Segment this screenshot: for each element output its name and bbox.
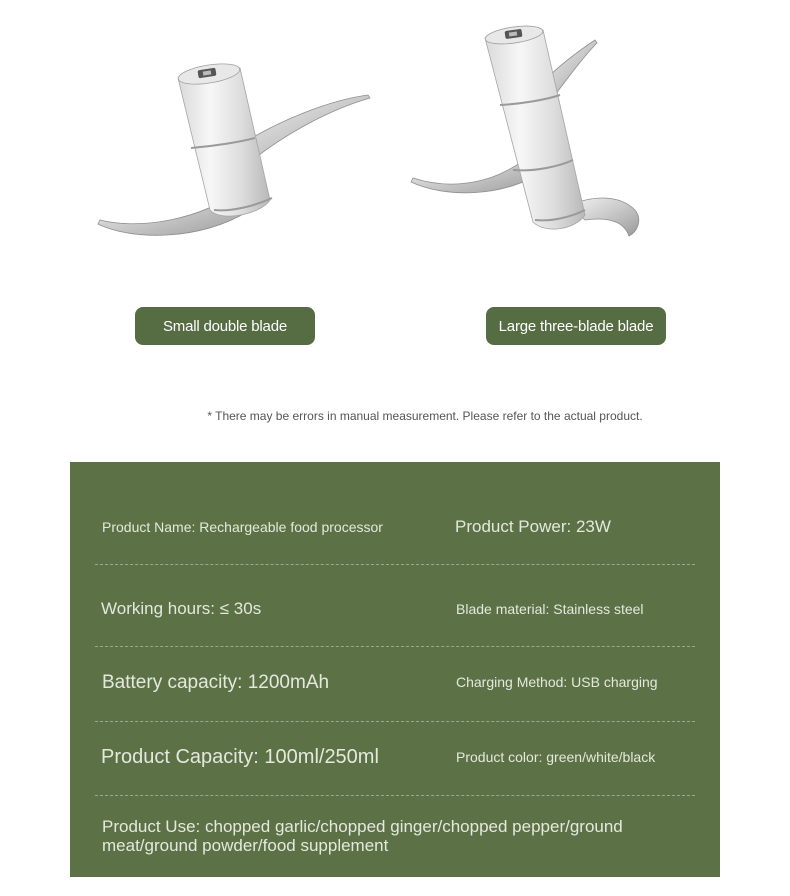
large-three-blade-image <box>405 20 655 245</box>
spec-charging-method: Charging Method: USB charging <box>456 674 658 690</box>
spec-panel <box>70 462 720 877</box>
small-double-blade-image <box>90 50 380 250</box>
spec-divider <box>95 646 695 647</box>
spec-blade-material: Blade material: Stainless steel <box>456 601 644 617</box>
spec-product-name: Product Name: Rechargeable food processor <box>102 519 383 535</box>
spec-battery-capacity: Battery capacity: 1200mAh <box>102 672 330 693</box>
spec-product-capacity: Product Capacity: 100ml/250ml <box>101 746 379 768</box>
spec-product-use: Product Use: chopped garlic/chopped ginger/chopped pepper/ground meat/ground powder/food supplement <box>102 817 623 855</box>
measurement-note: * There may be errors in manual measurement. Please refer to the actual product. <box>207 409 643 423</box>
small-double-blade-label: Small double blade <box>135 307 315 345</box>
spec-divider <box>95 721 695 722</box>
spec-product-power: Product Power: 23W <box>455 517 611 536</box>
large-three-blade-label: Large three-blade blade <box>486 307 666 345</box>
spec-product-color: Product color: green/white/black <box>456 749 656 765</box>
spec-divider <box>95 564 695 565</box>
spec-divider <box>95 795 695 796</box>
spec-working-hours: Working hours: ≤ 30s <box>101 599 262 618</box>
